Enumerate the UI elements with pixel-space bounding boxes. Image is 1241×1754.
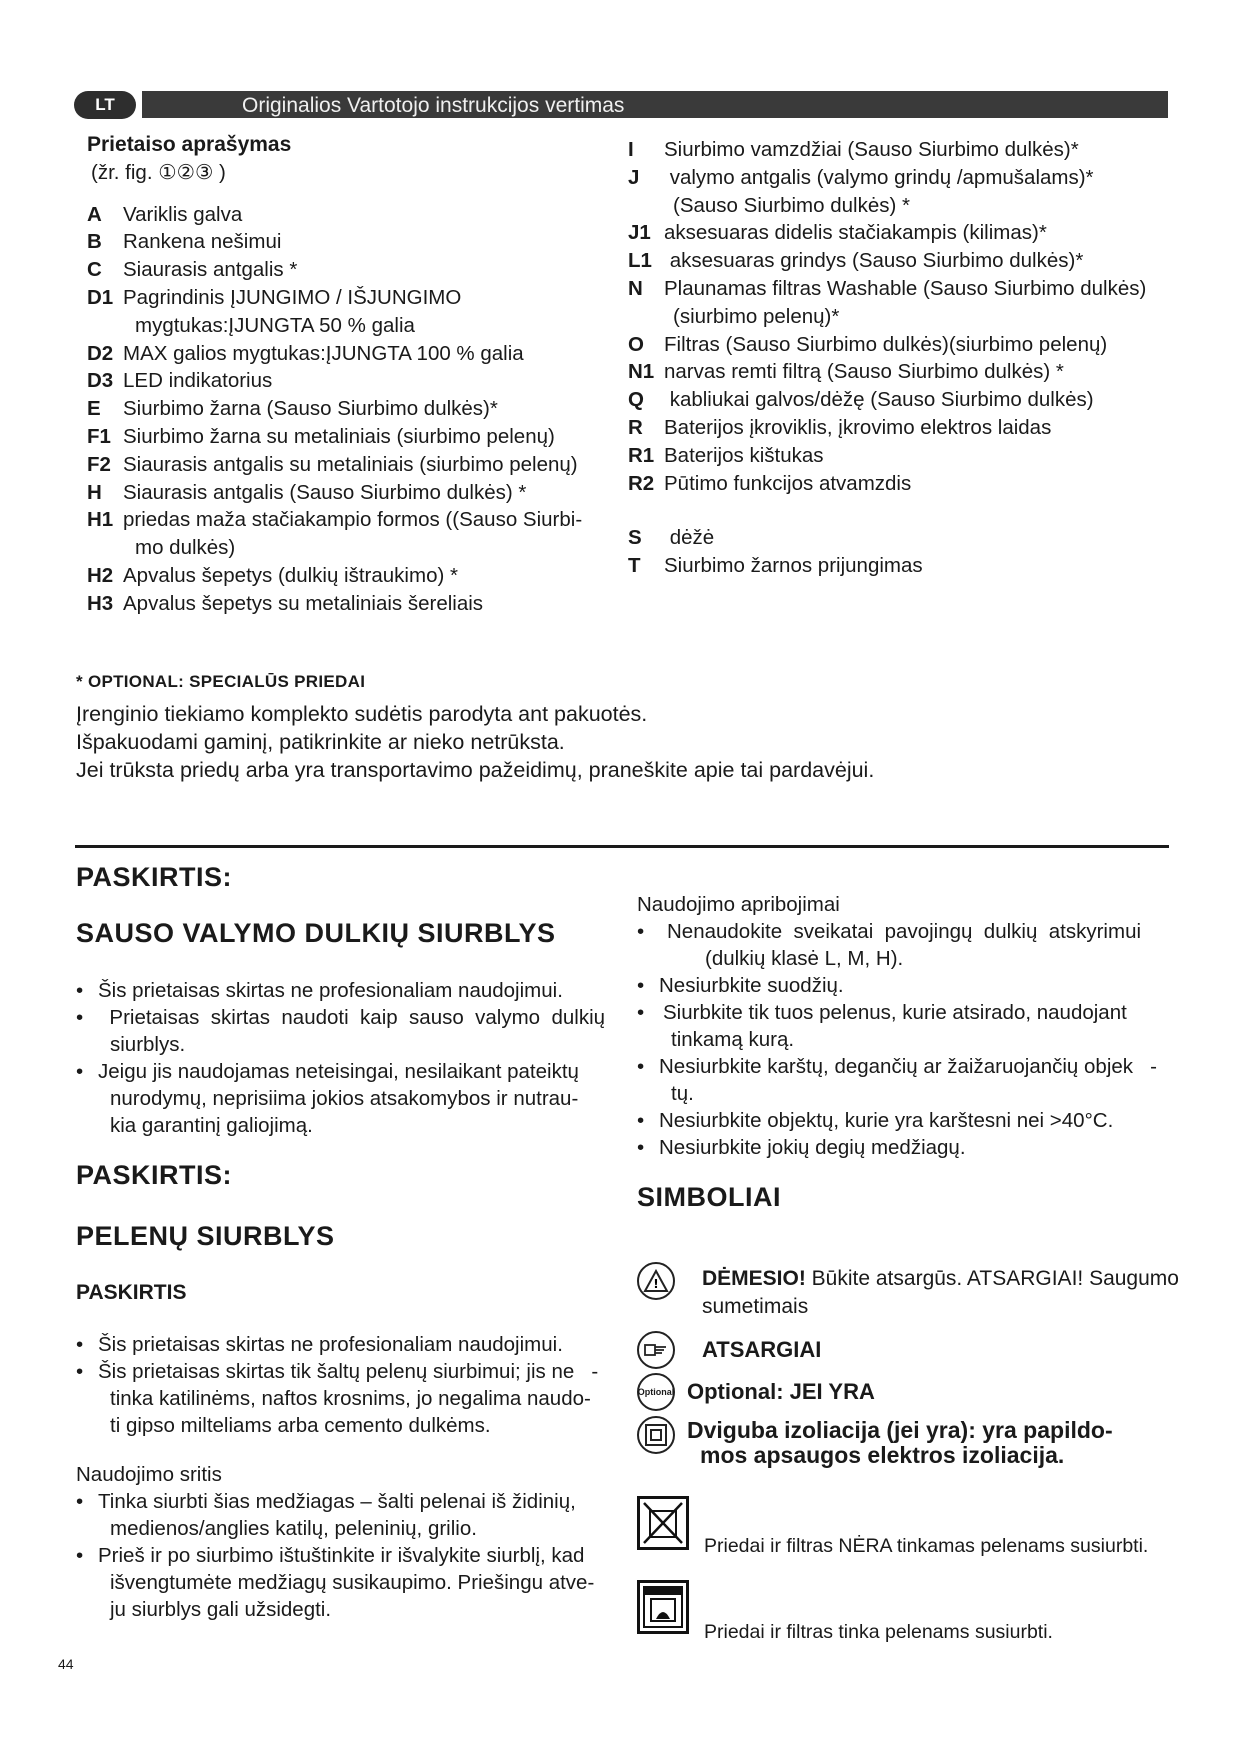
optional-icon: Optional: [637, 1373, 675, 1411]
bullet-item: • Prieš ir po siurbimo ištuštinkite ir išvalykite siurblį, kad išvengtumėte medžiagų susikaupimo. Priešingu atve- ju siurblys gali užsidegti.: [76, 1542, 616, 1623]
figure-reference: (žr. fig. ①②③ ): [91, 160, 226, 184]
naudojimo-apribojimai: [637, 891, 1177, 1161]
part-item: H1 priedas maža stačiakampio formos ((Sauso Siurbi-: [87, 508, 583, 532]
fireplace-icon: [637, 1580, 689, 1634]
part-item: A Variklis galva: [87, 202, 243, 226]
part-item: J1 aksesuaras didelis stačiakampis (kilimas)*: [628, 221, 1047, 245]
bullet-item: • Nesiurbkite suodžių.: [637, 972, 1177, 999]
part-item: O Filtras (Sauso Siurbimo dulkės)(siurbimo pelenų): [628, 332, 1108, 356]
bullet-item: • Jeigu jis naudojamas neteisingai, nesilaikant pateiktų nurodymų, neprisiima jokios atsakomybos ir nutrau- kia garantinį galiojimą.: [76, 1058, 616, 1139]
sauso-bullets: [76, 977, 616, 1139]
description-left: [87, 131, 607, 618]
svg-text:!: !: [653, 1277, 659, 1291]
description-title: Prietaiso aprašymas: [87, 133, 292, 156]
part-item: L1 aksesuaras grindys (Sauso Siurbimo dulkės)*: [628, 249, 1084, 273]
apribojimai-title: Naudojimo apribojimai: [637, 893, 840, 916]
part-item-cont: mygtukas:ĮJUNGTA 50 % galia: [135, 313, 415, 337]
part-item: Q kabliukai galvos/dėžę (Sauso Siurbimo dulkės): [628, 388, 1094, 412]
part-item: C Siaurasis antgalis *: [87, 258, 298, 282]
part-item: N1 narvas remti filtrą (Sauso Siurbimo dulkės) *: [628, 360, 1064, 384]
optional-line: Įrenginio tiekiamo komplekto sudėtis parodyta ant pakuotės.: [76, 702, 648, 726]
bullet-item: • Tinka siurbti šias medžiagas – šalti pelenai iš židinių, medienos/anglies katilų, peleninių, grilio.: [76, 1488, 616, 1542]
bullet-item: • Šis prietaisas skirtas ne profesionaliam naudojimui.: [76, 1331, 616, 1358]
part-item: T Siurbimo žarnos prijungimas: [628, 554, 923, 578]
part-item-cont: mo dulkės): [135, 536, 236, 560]
bullet-item: • Prietaisas skirtas naudoti kaip sauso valymo dulkių siurblys.: [76, 1004, 616, 1058]
optional-line: Išpakuodami gaminį, patikrinkite ar nieko netrūksta.: [76, 730, 565, 754]
part-item: H2 Apvalus šepetys (dulkių ištraukimo) *: [87, 563, 458, 587]
symbol-not-for-ash-text: Priedai ir filtras NĖRA tinkamas pelenams susiurbti.: [704, 1535, 1149, 1557]
part-item: H3 Apvalus šepetys su metaliniais šereliais: [87, 591, 484, 615]
part-item: F1 Siurbimo žarna su metaliniais (siurbimo pelenų): [87, 424, 555, 448]
double-insulation-icon: [637, 1416, 675, 1454]
part-item: R2 Pūtimo funkcijos atvamzdis: [628, 471, 912, 495]
bullet-item: • Siurbkite tik tuos pelenus, kurie atsirado, naudojant tinkamą kurą.: [637, 999, 1177, 1053]
sritis-title: Naudojimo sritis: [76, 1463, 222, 1486]
part-item: D1 Pagrindinis ĮJUNGIMO / IŠJUNGIMO: [87, 285, 462, 309]
warning-triangle-icon: [637, 1262, 675, 1300]
pelenu-bullets: [76, 1331, 616, 1439]
part-item: S dėžė: [628, 526, 715, 550]
part-item: B Rankena nešimui: [87, 230, 282, 254]
part-item: F2 Siaurasis antgalis su metaliniais (siurbimo pelenų): [87, 452, 578, 476]
symbol-attention-text: DĖMESIO! Būkite atsargūs. ATSARGIAI! Saugumo sumetimais: [702, 1267, 1179, 1318]
heading-pelenu: PELENŲ SIURBLYS: [76, 1221, 335, 1251]
part-item: E Siurbimo žarna (Sauso Siurbimo dulkės)*: [87, 397, 498, 421]
symbol-optional-text: Optional: JEI YRA: [687, 1379, 875, 1404]
heading-paskirtis-1: PASKIRTIS:: [76, 862, 233, 892]
symbol-insulation-text: Dviguba izoliacija (jei yra): yra papildo- mos apsaugos elektros izoliacija.: [687, 1417, 1113, 1468]
page-number: 44: [58, 1656, 74, 1672]
language-badge: LT: [74, 91, 136, 119]
heading-sauso: SAUSO VALYMO DULKIŲ SIURBLYS: [76, 918, 556, 948]
part-item: R1 Baterijos kištukas: [628, 443, 824, 467]
part-item: N Plaunamas filtras Washable (Sauso Siurbimo dulkės): [628, 276, 1147, 300]
bullet-item: • Šis prietaisas skirtas ne profesionaliam naudojimui.: [76, 977, 616, 1004]
bullet-item: • Nesiurbkite karštų, degančių ar žaižaruojančių objek - tų.: [637, 1053, 1177, 1107]
part-item: I Siurbimo vamzdžiai (Sauso Siurbimo dulkės)*: [628, 138, 1079, 161]
heading-paskirtis-3: PASKIRTIS: [76, 1281, 187, 1304]
symbol-fireplace-text: Priedai ir filtras tinka pelenams susiurbti.: [704, 1621, 1053, 1643]
heading-simboliai: SIMBOLIAI: [637, 1182, 781, 1212]
bullet-item: • Nesiurbkite jokių degių medžiagų.: [637, 1134, 1177, 1161]
optional-notes: [76, 700, 874, 784]
part-item-cont: (Sauso Siurbimo dulkės) *: [673, 193, 910, 217]
part-item-cont: (siurbimo pelenų)*: [673, 304, 840, 328]
part-item: R Baterijos įkroviklis, įkrovimo elektros laidas: [628, 415, 1052, 439]
not-for-ash-icon: [637, 1496, 689, 1550]
naudojimo-sritis: [76, 1461, 616, 1623]
part-item: D2 MAX galios mygtukas:ĮJUNGTA 100 % galia: [87, 341, 524, 365]
caution-hand-icon: [637, 1331, 675, 1369]
symbol-caution-text: ATSARGIAI: [702, 1337, 822, 1362]
header-title: Originalios Vartotojo instrukcijos vertimas: [242, 94, 625, 117]
section-divider: [75, 845, 1169, 848]
optional-title: * OPTIONAL: SPECIALŪS PRIEDAI: [76, 672, 366, 691]
bullet-item: • Nesiurbkite objektų, kurie yra karštesni nei >40°C.: [637, 1107, 1177, 1134]
part-item: J valymo antgalis (valymo grindų /apmušalams)*: [628, 165, 1094, 189]
header-bar: [142, 91, 1168, 118]
bullet-item: • Nenaudokite sveikatai pavojingų dulkių atskyrimui (dulkių klasė L, M, H).: [637, 918, 1177, 972]
description-right: [628, 136, 1188, 580]
optional-line: Jei trūksta priedų arba yra transportavimo pažeidimų, praneškite apie tai pardavėjui.: [76, 758, 875, 782]
heading-paskirtis-2: PASKIRTIS:: [76, 1160, 233, 1190]
part-item: D3 LED indikatorius: [87, 369, 273, 393]
bullet-item: • Šis prietaisas skirtas tik šaltų pelenų siurbimui; jis ne - tinka katilinėms, naftos krosnims, jo negalima naudo- ti gipso milteliams arba cemento dulkėms.: [76, 1358, 616, 1439]
part-item: H Siaurasis antgalis (Sauso Siurbimo dulkės) *: [87, 480, 527, 504]
